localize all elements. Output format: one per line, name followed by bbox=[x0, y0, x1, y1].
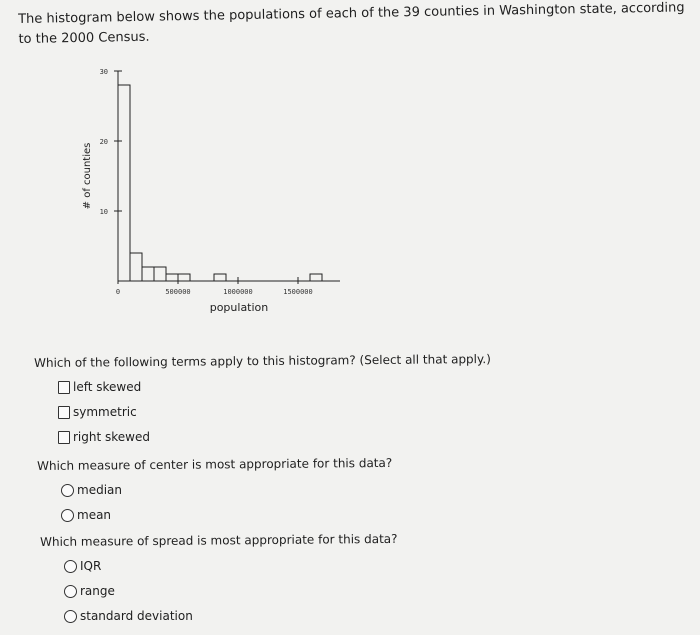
radio-range[interactable] bbox=[64, 585, 77, 598]
y-tick-label: 30 bbox=[99, 68, 108, 76]
option-label: IQR bbox=[80, 559, 102, 573]
question-spread: Which measure of spread is most appropriate for this data? bbox=[40, 531, 398, 549]
x-tick-label: 0 bbox=[115, 288, 121, 296]
radio-iqr[interactable] bbox=[64, 560, 77, 573]
histogram-bar bbox=[130, 253, 142, 281]
problem-intro: The histogram below shows the populations of each of the 39 counties in Washington state, according to the 2000 Census. bbox=[18, 0, 685, 47]
y-tick-label: 10 bbox=[99, 208, 108, 216]
histogram-bar bbox=[118, 85, 130, 281]
y-tick-label: 20 bbox=[99, 138, 108, 146]
option-label: symmetric bbox=[73, 405, 137, 419]
option-iqr[interactable] bbox=[64, 558, 101, 574]
option-label: median bbox=[77, 483, 122, 497]
histogram-bar bbox=[154, 267, 166, 281]
option-mean[interactable] bbox=[61, 507, 111, 523]
option-right-skewed[interactable] bbox=[58, 429, 150, 445]
x-tick-label: 500000 bbox=[165, 288, 191, 296]
option-standard-deviation[interactable] bbox=[64, 608, 193, 624]
option-label: range bbox=[80, 584, 115, 598]
checkbox-right-skewed[interactable] bbox=[58, 431, 70, 444]
x-tick-label: 1500000 bbox=[283, 288, 313, 296]
option-range[interactable] bbox=[64, 583, 115, 599]
option-median[interactable] bbox=[61, 482, 122, 498]
histogram-svg bbox=[60, 60, 360, 325]
radio-median[interactable] bbox=[61, 484, 74, 497]
histogram-bar bbox=[166, 274, 178, 281]
y-axis-label: # of counties bbox=[82, 142, 93, 210]
option-left-skewed[interactable] bbox=[58, 379, 141, 395]
option-label: left skewed bbox=[73, 380, 142, 394]
option-label: right skewed bbox=[73, 430, 150, 444]
histogram-bar bbox=[178, 274, 190, 281]
option-symmetric[interactable] bbox=[58, 404, 137, 420]
radio-mean[interactable] bbox=[61, 509, 74, 522]
question-center: Which measure of center is most appropriate for this data? bbox=[37, 455, 393, 473]
option-label: mean bbox=[77, 508, 112, 522]
checkbox-symmetric[interactable] bbox=[58, 406, 70, 419]
histogram-bar bbox=[310, 274, 322, 281]
option-label: standard deviation bbox=[80, 609, 193, 623]
radio-standard-deviation[interactable] bbox=[64, 610, 77, 623]
x-axis-label: population bbox=[209, 301, 269, 314]
checkbox-left-skewed[interactable] bbox=[58, 381, 70, 394]
question-skew: Which of the following terms apply to this histogram? (Select all that apply.) bbox=[34, 352, 491, 370]
histogram-chart bbox=[60, 60, 360, 325]
histogram-bar bbox=[142, 267, 154, 281]
histogram-bar bbox=[214, 274, 226, 281]
x-tick-label: 1000000 bbox=[223, 288, 253, 296]
